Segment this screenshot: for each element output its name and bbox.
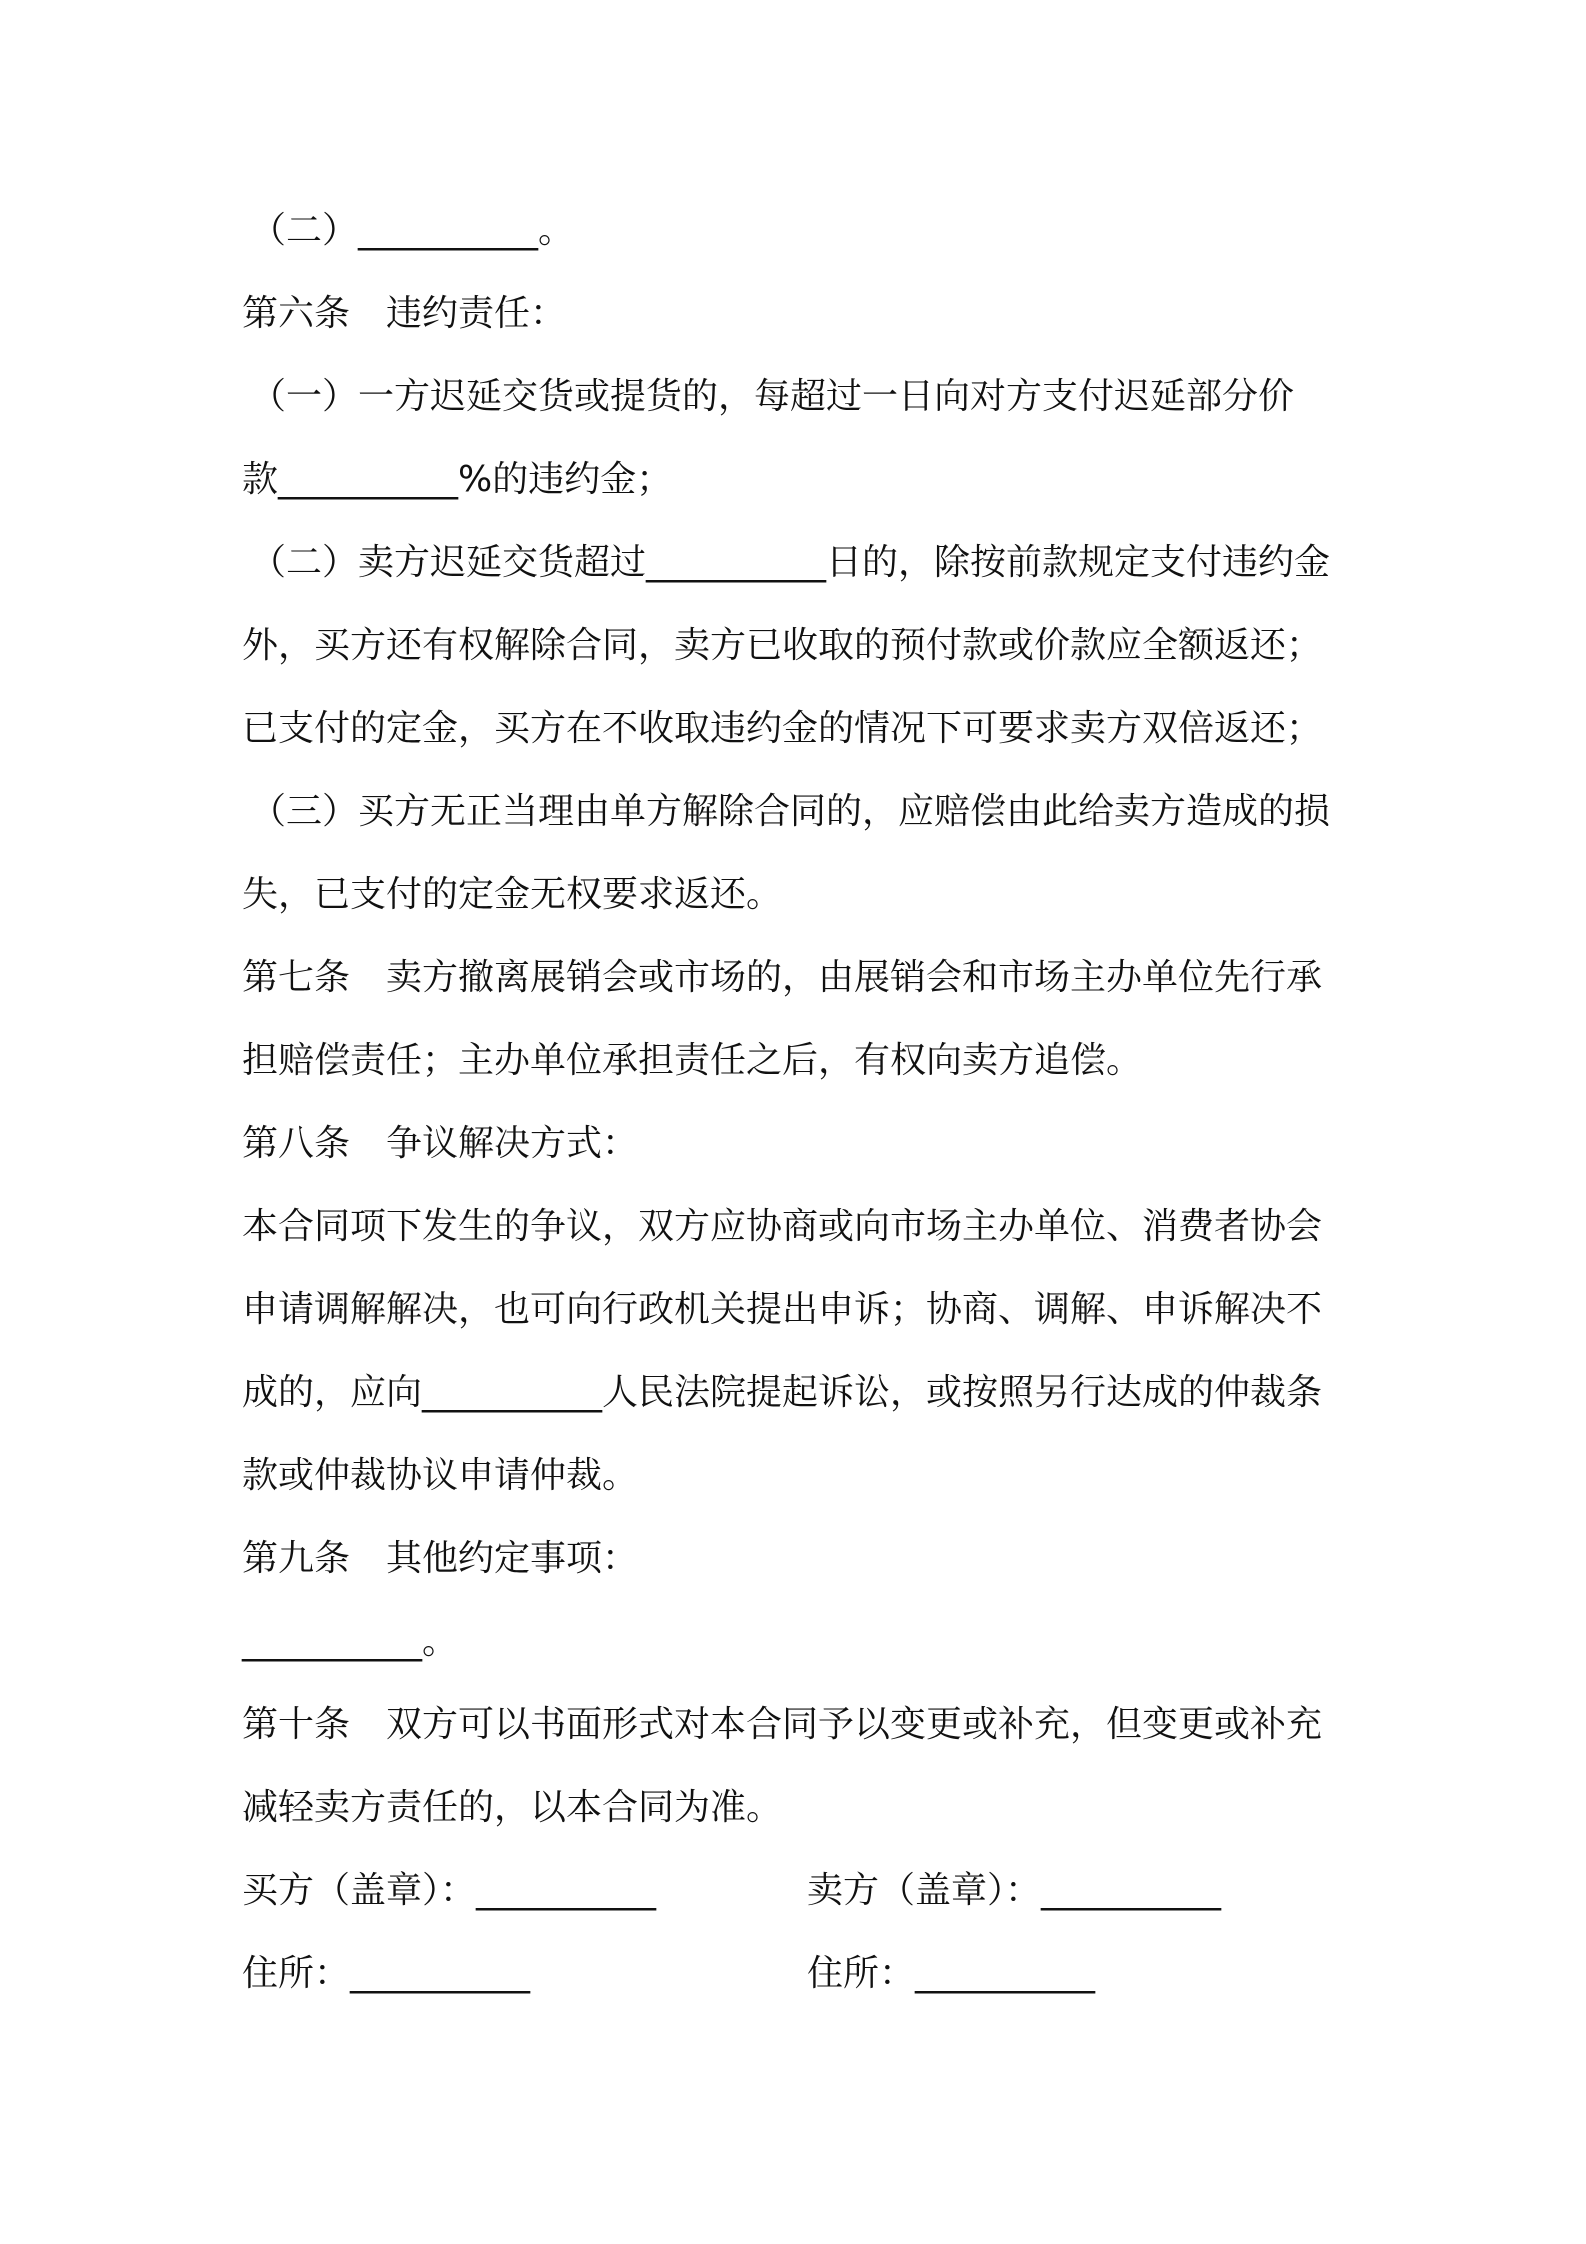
article-10-line-1: 第十条 双方可以书面形式对本合同予以变更或补充，但变更或补充 [242, 1704, 1323, 1745]
buyer-seal-field: 买方（盖章）：__________ [242, 1870, 657, 1911]
article-6-item-2-line-3: 已支付的定金，买方在不收取违约金的情况下可要求卖方双倍返还； [242, 708, 1323, 749]
article-8-line-1: 本合同项下发生的争议，双方应协商或向市场主办单位、消费者协会 [242, 1206, 1323, 1247]
article-7-line-1: 第七条 卖方撤离展销会或市场的，由展销会和市场主办单位先行承 [242, 957, 1323, 998]
clause-5-item-2: （二）__________。 [250, 210, 575, 251]
article-6-item-2-line-1: （二）卖方迟延交货超过__________日的，除按前款规定支付违约金 [250, 542, 1331, 583]
article-9-heading: 第九条 其他约定事项： [242, 1538, 639, 1579]
article-9-blank: __________。 [242, 1621, 459, 1662]
article-8-heading: 第八条 争议解决方式： [242, 1123, 639, 1164]
article-8-line-2: 申请调解解决，也可向行政机关提出申诉；协商、调解、申诉解决不 [242, 1289, 1323, 1330]
article-8-line-4: 款或仲裁协议申请仲裁。 [242, 1455, 639, 1496]
article-8-line-3: 成的，应向__________人民法院提起诉讼，或按照另行达成的仲裁条 [242, 1372, 1323, 1413]
article-6-item-3-line-2: 失，已支付的定金无权要求返还。 [242, 874, 783, 915]
seller-seal-field: 卖方（盖章）：__________ [807, 1870, 1222, 1911]
article-6-item-2-line-2: 外，买方还有权解除合同，卖方已收取的预付款或价款应全额返还； [242, 625, 1323, 666]
article-10-line-2: 减轻卖方责任的，以本合同为准。 [242, 1787, 783, 1828]
article-7-line-2: 担赔偿责任；主办单位承担责任之后，有权向卖方追偿。 [242, 1040, 1143, 1081]
buyer-address-field: 住所：__________ [242, 1953, 531, 1994]
article-6-heading: 第六条 违约责任： [242, 293, 567, 334]
article-6-item-1-line-2: 款__________%的违约金； [242, 459, 673, 500]
seller-address-field: 住所：__________ [807, 1953, 1096, 1994]
article-6-item-3-line-1: （三）买方无正当理由单方解除合同的，应赔偿由此给卖方造成的损 [250, 791, 1331, 832]
article-6-item-1-line-1: （一）一方迟延交货或提货的，每超过一日向对方支付迟延部分价 [250, 376, 1295, 417]
